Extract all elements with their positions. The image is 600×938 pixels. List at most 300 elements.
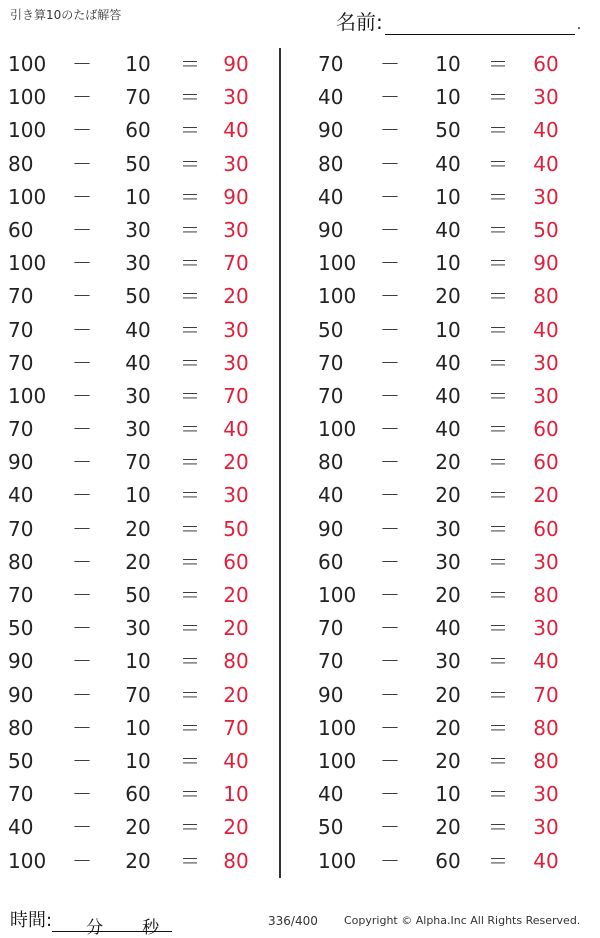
subtrahend: 40 (435, 350, 461, 375)
minuend: 60 (8, 217, 34, 242)
answer: 60 (533, 52, 559, 76)
name-label: 名前: (336, 10, 383, 34)
problem-row (310, 712, 600, 745)
answer: 30 (533, 383, 559, 408)
answer: 30 (223, 85, 249, 110)
minus-sign: － (72, 848, 92, 873)
equals-sign: ＝ (488, 151, 508, 176)
problem-row (0, 845, 290, 878)
equals-sign: ＝ (488, 251, 508, 276)
subtrahend: 10 (435, 85, 461, 110)
answer: 20 (223, 450, 249, 475)
minuend: 90 (318, 682, 344, 707)
minus-sign: － (72, 251, 92, 276)
problem-row (0, 645, 290, 678)
equals-sign: ＝ (488, 616, 508, 641)
answer: 20 (223, 682, 249, 707)
subtrahend: 50 (435, 118, 461, 143)
minus-sign: － (72, 815, 92, 840)
minuend: 70 (8, 417, 34, 442)
subtrahend: 20 (435, 748, 461, 773)
worksheet-title: 引き算10のたば解答 (10, 8, 122, 22)
answer: 40 (533, 317, 559, 342)
problem-row (0, 546, 290, 579)
answer: 60 (223, 549, 249, 574)
equals-sign: ＝ (180, 217, 200, 242)
problem-row (0, 778, 290, 811)
minuend: 100 (318, 715, 357, 740)
minuend: 90 (8, 682, 34, 707)
minuend: 100 (318, 284, 357, 309)
minus-sign: － (380, 417, 400, 442)
minus-sign: － (72, 715, 92, 740)
minuend: 50 (8, 616, 34, 641)
equals-sign: ＝ (488, 815, 508, 840)
problem-row (310, 579, 600, 612)
answer: 80 (223, 649, 249, 674)
minus-sign: － (72, 516, 92, 541)
minuend: 100 (318, 748, 357, 773)
problem-row (310, 446, 600, 479)
minus-sign: － (72, 284, 92, 309)
minuend: 40 (8, 483, 34, 508)
subtrahend: 50 (125, 583, 151, 607)
answer: 20 (223, 583, 249, 607)
problem-row (0, 148, 290, 181)
time-label: 時間: (10, 910, 53, 931)
minus-sign: － (380, 516, 400, 541)
minuend: 100 (8, 85, 47, 110)
problem-row (0, 280, 290, 313)
subtrahend: 20 (435, 450, 461, 475)
minuend: 70 (318, 616, 344, 641)
page-number: 336/400 (268, 914, 318, 928)
equals-sign: ＝ (180, 682, 200, 707)
problem-row (310, 380, 600, 413)
minuend: 70 (318, 649, 344, 674)
answer: 40 (533, 151, 559, 176)
answer: 90 (223, 184, 249, 209)
equals-sign: ＝ (180, 317, 200, 342)
minuend: 70 (8, 284, 34, 309)
subtrahend: 60 (125, 118, 151, 143)
minuend: 50 (8, 748, 34, 773)
problem-row (0, 446, 290, 479)
equals-sign: ＝ (180, 549, 200, 574)
equals-sign: ＝ (180, 52, 200, 76)
problem-row (310, 546, 600, 579)
minus-sign: － (72, 184, 92, 209)
answer: 70 (223, 251, 249, 276)
problem-row (310, 479, 600, 512)
subtrahend: 40 (435, 151, 461, 176)
equals-sign: ＝ (488, 118, 508, 143)
problem-row (310, 114, 600, 147)
problem-row (310, 81, 600, 114)
subtrahend: 40 (435, 616, 461, 641)
answer: 30 (533, 184, 559, 209)
answer: 40 (223, 118, 249, 143)
problem-row (310, 612, 600, 645)
answer: 30 (533, 782, 559, 807)
minus-sign: － (380, 549, 400, 574)
subtrahend: 70 (125, 682, 151, 707)
left-problem-column (0, 48, 290, 878)
problem-row (0, 380, 290, 413)
problem-row (310, 745, 600, 778)
minus-sign: － (380, 848, 400, 873)
minuend: 70 (8, 782, 34, 807)
equals-sign: ＝ (180, 151, 200, 176)
answer: 40 (533, 848, 559, 873)
minus-sign: － (72, 483, 92, 508)
answer: 20 (223, 284, 249, 309)
problem-row (0, 712, 290, 745)
equals-sign: ＝ (488, 848, 508, 873)
answer: 30 (533, 549, 559, 574)
minuend: 60 (318, 549, 344, 574)
problem-row (0, 679, 290, 712)
problem-row (310, 778, 600, 811)
subtrahend: 10 (435, 317, 461, 342)
answer: 30 (223, 151, 249, 176)
name-dot: . (576, 17, 582, 33)
minus-sign: － (380, 748, 400, 773)
minuend: 70 (8, 317, 34, 342)
minus-sign: － (72, 417, 92, 442)
equals-sign: ＝ (180, 450, 200, 475)
minus-sign: － (380, 85, 400, 110)
minus-sign: － (380, 815, 400, 840)
minus-sign: － (380, 715, 400, 740)
minuend: 40 (8, 815, 34, 840)
minus-sign: － (380, 184, 400, 209)
minuend: 100 (8, 184, 47, 209)
minuend: 90 (318, 118, 344, 143)
problem-row (310, 181, 600, 214)
minus-sign: － (72, 350, 92, 375)
minuend: 70 (8, 583, 34, 607)
minus-sign: － (72, 583, 92, 607)
equals-sign: ＝ (180, 516, 200, 541)
minuend: 80 (318, 450, 344, 475)
subtrahend: 10 (435, 782, 461, 807)
answer: 90 (533, 251, 559, 276)
equals-sign: ＝ (488, 350, 508, 375)
subtrahend: 40 (125, 350, 151, 375)
subtrahend: 10 (125, 748, 151, 773)
minus-sign: － (72, 782, 92, 807)
answer: 30 (533, 350, 559, 375)
subtrahend: 40 (435, 383, 461, 408)
time-blank-line (52, 913, 172, 938)
minus-sign: － (380, 682, 400, 707)
equals-sign: ＝ (488, 782, 508, 807)
answer: 70 (533, 682, 559, 707)
subtrahend: 60 (125, 782, 151, 807)
answer: 60 (533, 516, 559, 541)
equals-sign: ＝ (180, 583, 200, 607)
subtrahend: 20 (435, 815, 461, 840)
minuend: 100 (8, 848, 47, 873)
minuend: 40 (318, 85, 344, 110)
subtrahend: 70 (125, 450, 151, 475)
equals-sign: ＝ (180, 417, 200, 442)
problem-row (310, 413, 600, 446)
minuend: 90 (8, 450, 34, 475)
minuend: 100 (318, 848, 357, 873)
column-divider (279, 48, 281, 878)
subtrahend: 50 (125, 284, 151, 309)
minuend: 70 (318, 383, 344, 408)
answer: 50 (533, 217, 559, 242)
subtrahend: 30 (125, 217, 151, 242)
problem-row (310, 811, 600, 844)
problem-row (0, 48, 290, 81)
problem-row (310, 314, 600, 347)
minuend: 70 (318, 350, 344, 375)
equals-sign: ＝ (180, 616, 200, 641)
subtrahend: 20 (125, 549, 151, 574)
problem-row (310, 845, 600, 878)
minus-sign: － (380, 151, 400, 176)
equals-sign: ＝ (488, 748, 508, 773)
subtrahend: 30 (125, 417, 151, 442)
problem-row (0, 579, 290, 612)
problem-row (310, 513, 600, 546)
minus-sign: － (72, 682, 92, 707)
equals-sign: ＝ (180, 649, 200, 674)
equals-sign: ＝ (488, 184, 508, 209)
right-problem-column (310, 48, 600, 878)
minus-sign: － (72, 217, 92, 242)
answer: 80 (533, 748, 559, 773)
problem-row (0, 114, 290, 147)
minus-sign: － (380, 782, 400, 807)
problem-row (0, 347, 290, 380)
equals-sign: ＝ (180, 184, 200, 209)
minus-sign: － (72, 450, 92, 475)
minuend: 90 (8, 649, 34, 674)
minuend: 40 (318, 782, 344, 807)
problem-row (310, 214, 600, 247)
subtrahend: 40 (125, 317, 151, 342)
subtrahend: 20 (125, 516, 151, 541)
minuend: 50 (318, 317, 344, 342)
equals-sign: ＝ (488, 383, 508, 408)
minus-sign: － (380, 284, 400, 309)
answer: 20 (533, 483, 559, 508)
equals-sign: ＝ (488, 583, 508, 607)
minus-sign: － (72, 549, 92, 574)
minuend: 70 (8, 516, 34, 541)
minus-sign: － (72, 616, 92, 641)
problem-row (0, 811, 290, 844)
answer: 80 (223, 848, 249, 873)
answer: 30 (223, 317, 249, 342)
equals-sign: ＝ (180, 350, 200, 375)
seconds-label: 秒 (142, 918, 160, 938)
minuend: 40 (318, 184, 344, 209)
equals-sign: ＝ (488, 649, 508, 674)
subtrahend: 20 (125, 848, 151, 873)
answer: 80 (533, 715, 559, 740)
equals-sign: ＝ (488, 516, 508, 541)
equals-sign: ＝ (180, 251, 200, 276)
answer: 60 (533, 450, 559, 475)
minuend: 90 (318, 516, 344, 541)
equals-sign: ＝ (180, 815, 200, 840)
answer: 20 (223, 815, 249, 840)
answer: 80 (533, 583, 559, 607)
subtrahend: 10 (125, 715, 151, 740)
minus-sign: － (380, 450, 400, 475)
problem-row (310, 679, 600, 712)
problem-row (310, 347, 600, 380)
equals-sign: ＝ (488, 450, 508, 475)
equals-sign: ＝ (488, 417, 508, 442)
subtrahend: 60 (435, 848, 461, 873)
minus-sign: － (380, 350, 400, 375)
subtrahend: 10 (125, 52, 151, 76)
equals-sign: ＝ (488, 715, 508, 740)
equals-sign: ＝ (488, 284, 508, 309)
answer: 70 (223, 715, 249, 740)
subtrahend: 10 (125, 184, 151, 209)
problem-row (310, 148, 600, 181)
subtrahend: 10 (435, 52, 461, 76)
equals-sign: ＝ (180, 118, 200, 143)
problem-row (0, 247, 290, 280)
answer: 70 (223, 383, 249, 408)
minus-sign: － (380, 649, 400, 674)
answer: 30 (533, 815, 559, 840)
problem-row (310, 247, 600, 280)
answer: 30 (533, 85, 559, 110)
minus-sign: － (380, 217, 400, 242)
equals-sign: ＝ (180, 748, 200, 773)
subtrahend: 30 (435, 649, 461, 674)
subtrahend: 20 (435, 715, 461, 740)
minuend: 100 (318, 251, 357, 276)
answer: 30 (223, 483, 249, 508)
subtrahend: 30 (125, 383, 151, 408)
minuend: 90 (318, 217, 344, 242)
problem-row (0, 612, 290, 645)
equals-sign: ＝ (180, 383, 200, 408)
answer: 40 (533, 118, 559, 143)
minuend: 100 (8, 383, 47, 408)
subtrahend: 40 (435, 417, 461, 442)
subtrahend: 20 (435, 284, 461, 309)
minuend: 80 (8, 715, 34, 740)
subtrahend: 20 (435, 682, 461, 707)
equals-sign: ＝ (488, 317, 508, 342)
subtrahend: 20 (435, 583, 461, 607)
equals-sign: ＝ (180, 848, 200, 873)
name-field (336, 6, 581, 35)
answer: 60 (533, 417, 559, 442)
minuend: 100 (318, 417, 357, 442)
minutes-label: 分 (86, 918, 104, 938)
subtrahend: 20 (125, 815, 151, 840)
minus-sign: － (72, 118, 92, 143)
equals-sign: ＝ (488, 549, 508, 574)
minuend: 70 (8, 350, 34, 375)
answer: 30 (223, 217, 249, 242)
equals-sign: ＝ (488, 483, 508, 508)
answer: 30 (223, 350, 249, 375)
equals-sign: ＝ (488, 682, 508, 707)
equals-sign: ＝ (488, 217, 508, 242)
subtrahend: 30 (435, 549, 461, 574)
minus-sign: － (72, 317, 92, 342)
problem-row (0, 81, 290, 114)
minus-sign: － (380, 52, 400, 76)
minus-sign: － (72, 748, 92, 773)
minuend: 100 (8, 118, 47, 143)
equals-sign: ＝ (180, 782, 200, 807)
problem-row (310, 645, 600, 678)
subtrahend: 10 (435, 251, 461, 276)
time-field (10, 906, 172, 938)
problem-row (0, 745, 290, 778)
subtrahend: 10 (435, 184, 461, 209)
minuend: 80 (318, 151, 344, 176)
answer: 40 (533, 649, 559, 674)
equals-sign: ＝ (180, 715, 200, 740)
minus-sign: － (72, 52, 92, 76)
answer: 30 (533, 616, 559, 641)
equals-sign: ＝ (488, 85, 508, 110)
problem-row (310, 48, 600, 81)
subtrahend: 50 (125, 151, 151, 176)
subtrahend: 10 (125, 483, 151, 508)
answer: 10 (223, 782, 249, 807)
subtrahend: 30 (435, 516, 461, 541)
problem-row (0, 214, 290, 247)
minuend: 80 (8, 151, 34, 176)
minuend: 80 (8, 549, 34, 574)
answer: 80 (533, 284, 559, 309)
equals-sign: ＝ (180, 483, 200, 508)
minus-sign: － (72, 383, 92, 408)
subtrahend: 70 (125, 85, 151, 110)
minus-sign: － (72, 85, 92, 110)
subtrahend: 30 (125, 251, 151, 276)
subtrahend: 30 (125, 616, 151, 641)
equals-sign: ＝ (488, 52, 508, 76)
minuend: 100 (8, 52, 47, 76)
equals-sign: ＝ (180, 85, 200, 110)
minus-sign: － (380, 583, 400, 607)
minuend: 50 (318, 815, 344, 840)
problem-row (310, 280, 600, 313)
equals-sign: ＝ (180, 284, 200, 309)
minus-sign: － (380, 251, 400, 276)
minus-sign: － (380, 483, 400, 508)
subtrahend: 40 (435, 217, 461, 242)
answer: 90 (223, 52, 249, 76)
minus-sign: － (380, 317, 400, 342)
minuend: 100 (8, 251, 47, 276)
minuend: 100 (318, 583, 357, 607)
minuend: 70 (318, 52, 344, 76)
name-blank-line (385, 14, 575, 35)
copyright-text: Copyright © Alpha.Inc All Rights Reserved. (344, 914, 581, 927)
problem-row (0, 413, 290, 446)
subtrahend: 20 (435, 483, 461, 508)
